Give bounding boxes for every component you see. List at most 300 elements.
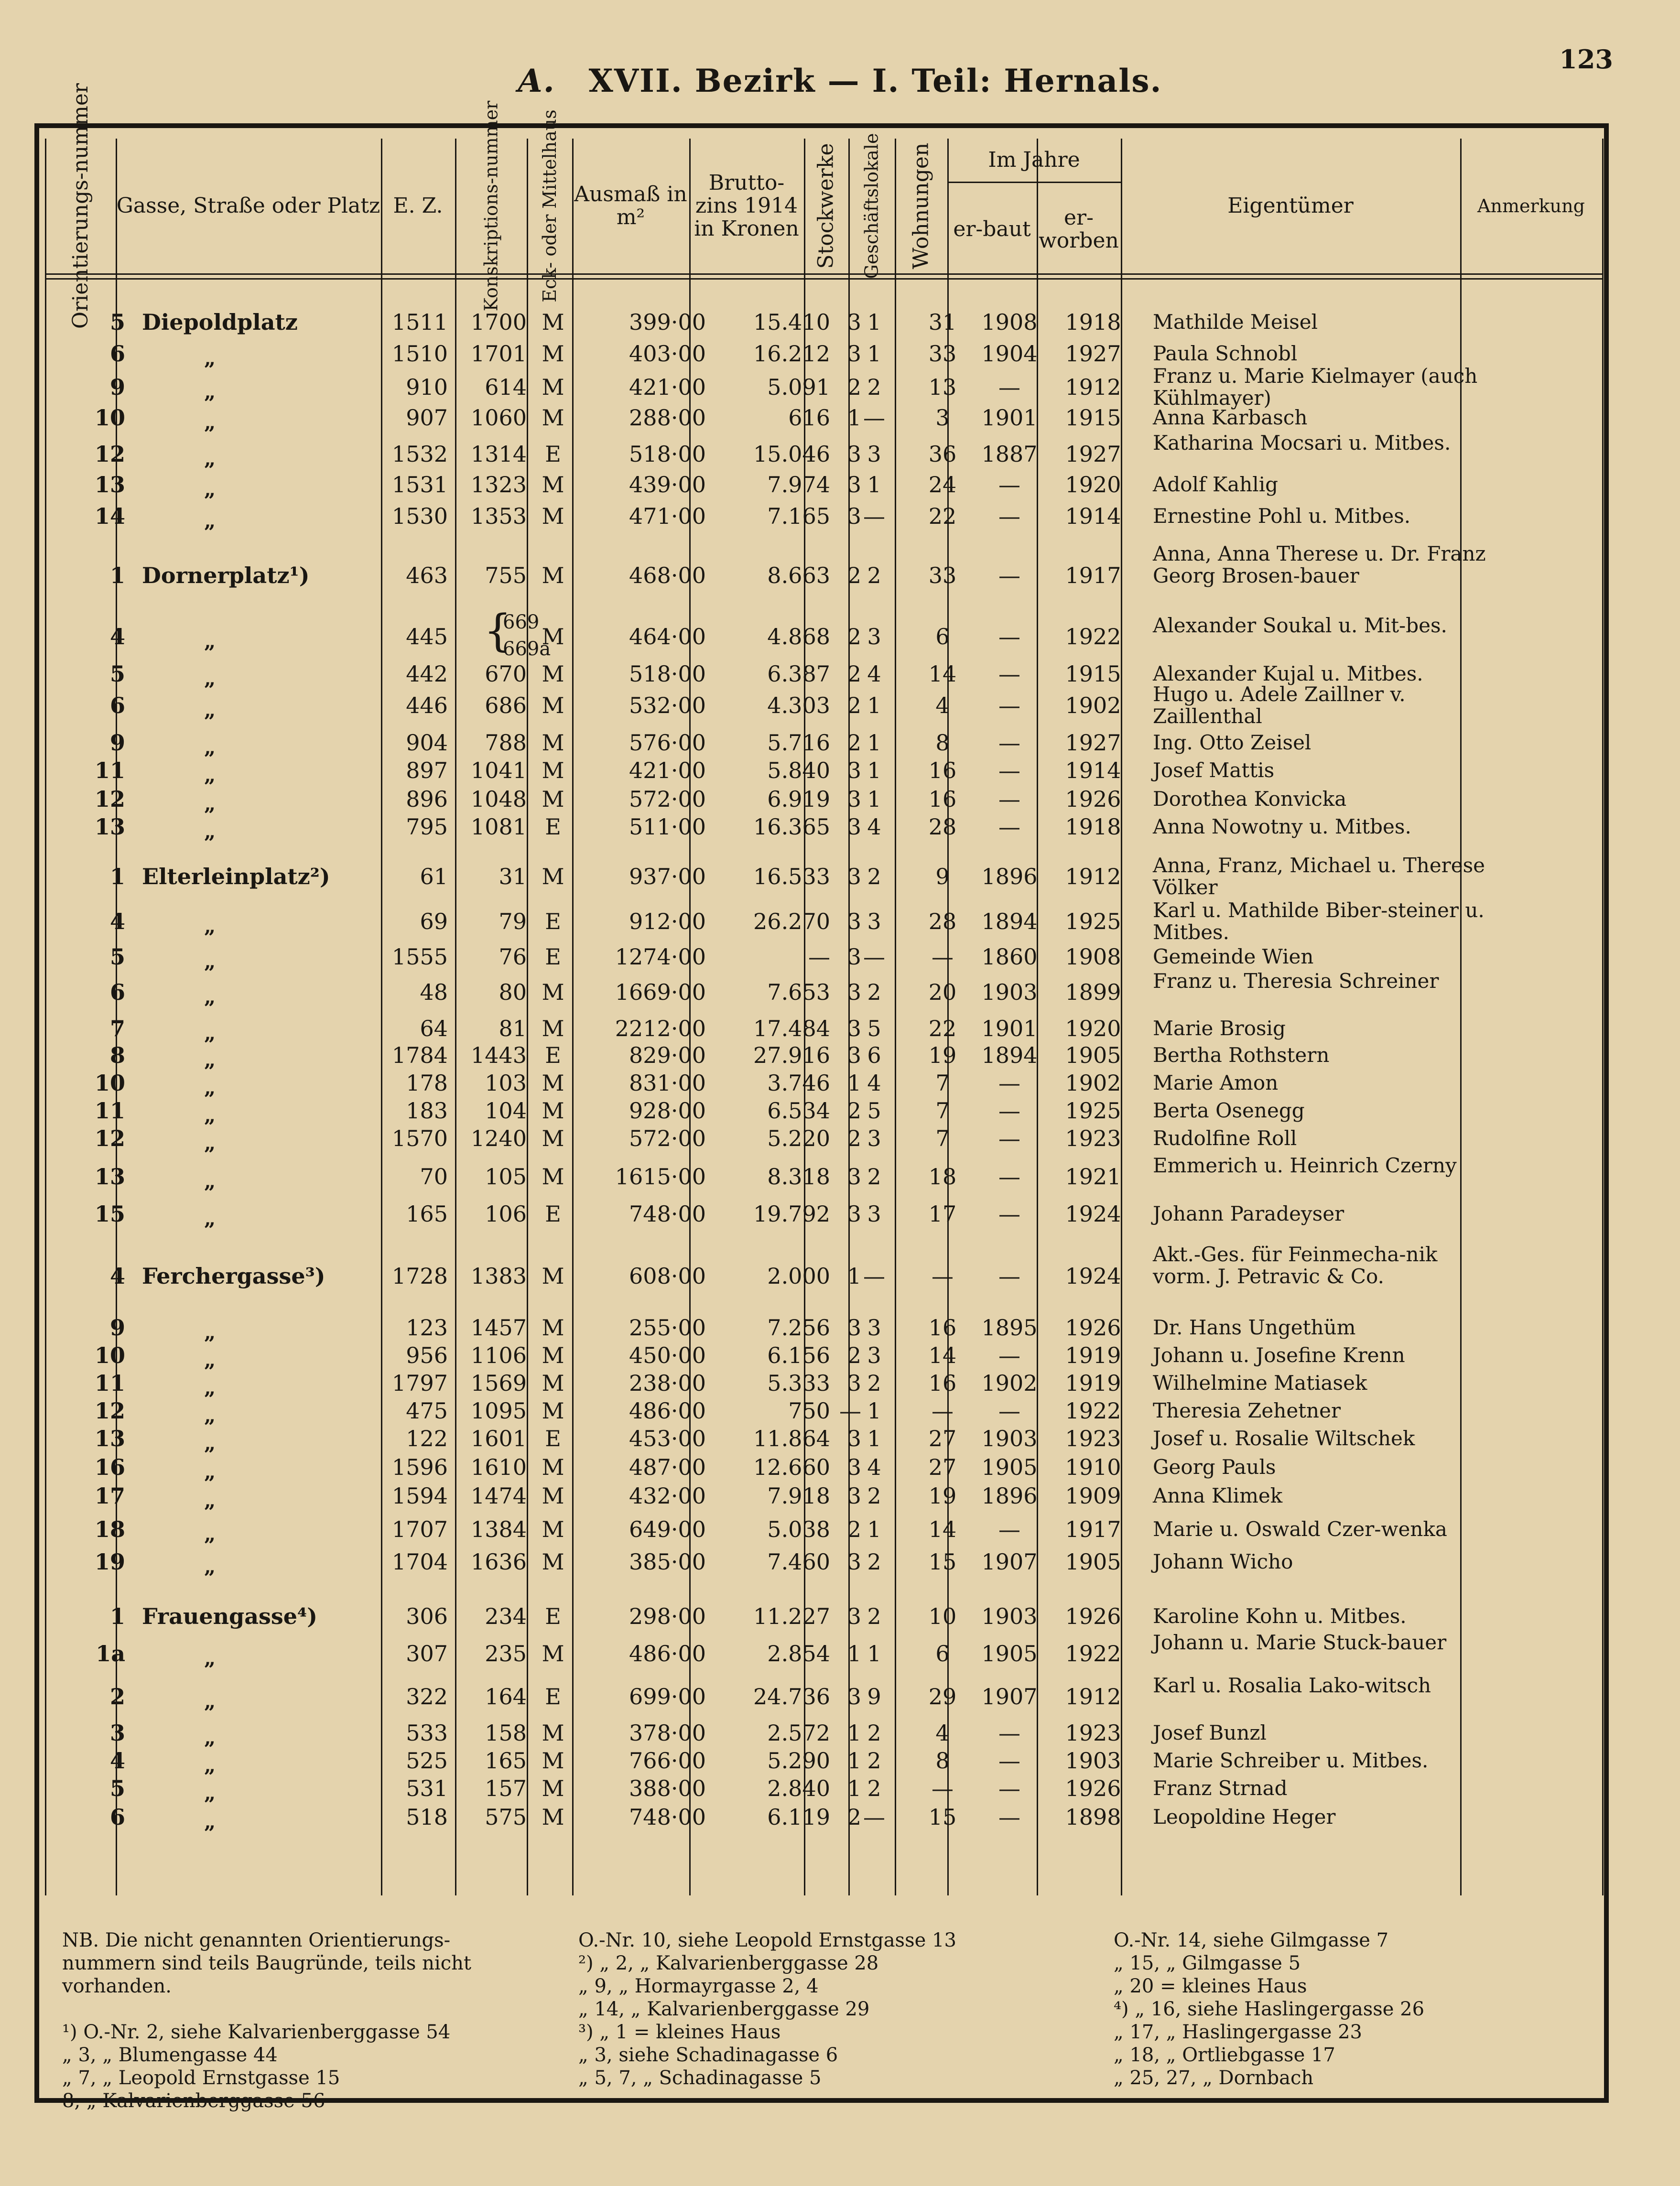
cell-street: „ xyxy=(204,1076,216,1099)
cell-nr: 6 xyxy=(109,1804,125,1830)
cell-erb: 1907 xyxy=(981,1684,1038,1710)
cell-st: 3 xyxy=(847,309,861,335)
table-row xyxy=(39,340,1604,370)
cell-aus: 511·00 xyxy=(629,814,706,840)
cell-ez: 1511 xyxy=(391,309,448,335)
cell-eig: Johann u. Marie Stuck-bauer xyxy=(1153,1631,1447,1654)
cell-erb: 1902 xyxy=(981,1370,1038,1396)
footnote-line: „ 9, „ Hormayrgasse 2, 4 xyxy=(578,1975,819,1997)
cell-wo: 22 xyxy=(928,503,957,529)
cell-wo: 19 xyxy=(928,1042,957,1068)
cell-aus: 468·00 xyxy=(629,563,706,588)
cell-em: E xyxy=(545,944,561,970)
cell-aus: 464·00 xyxy=(629,624,706,649)
cell-em: M xyxy=(542,730,564,756)
cell-em: M xyxy=(542,1720,564,1746)
cell-br: 5.038 xyxy=(767,1516,830,1542)
cell-br: 8.318 xyxy=(767,1164,830,1190)
cell-aus: 1615·00 xyxy=(615,1164,706,1190)
cell-street: „ xyxy=(204,667,216,690)
cell-street: „ xyxy=(204,1131,216,1155)
cell-st: 1 xyxy=(847,1748,861,1774)
cell-street: „ xyxy=(204,629,216,653)
cell-wo: 7 xyxy=(935,1070,950,1096)
cell-kn: 614 xyxy=(485,374,527,400)
cell-ez: 463 xyxy=(406,563,448,588)
cell-ez: 910 xyxy=(406,374,448,400)
cell-eig: Paula Schnobl xyxy=(1153,342,1298,365)
table-row xyxy=(39,1483,1604,1512)
cell-st: 1 xyxy=(847,1641,861,1667)
title-text: XVII. Bezirk — I. Teil: Hernals. xyxy=(588,62,1162,99)
cell-em: M xyxy=(542,1098,564,1124)
cell-kn: 1048 xyxy=(470,786,527,812)
cell-erb: — xyxy=(998,1164,1020,1190)
cell-ge: 5 xyxy=(867,1016,881,1041)
cell-wo: 9 xyxy=(935,864,950,889)
header-stockwerke: Stockwerke xyxy=(813,143,838,269)
cell-ez: 525 xyxy=(406,1748,448,1774)
table-row xyxy=(39,1425,1604,1455)
cell-kn: 234 xyxy=(485,1603,527,1629)
cell-st: 3 xyxy=(847,1426,861,1451)
footnotes-column-1 xyxy=(62,1929,550,2112)
cell-erw: 1924 xyxy=(1065,1263,1121,1289)
cell-br: 26.270 xyxy=(753,909,830,934)
cell-br: 27.916 xyxy=(753,1042,830,1068)
cell-nr: 9 xyxy=(109,1315,125,1341)
cell-aus: 766·00 xyxy=(629,1748,706,1774)
cell-aus: 421·00 xyxy=(629,758,706,783)
cell-eig: Marie Amon xyxy=(1153,1071,1279,1094)
cell-eig: Josef Mattis xyxy=(1153,758,1275,782)
konskriptionsnummer-b: 669a xyxy=(503,638,551,660)
cell-br: 4.868 xyxy=(767,624,830,649)
cell-kn: 106 xyxy=(485,1201,527,1227)
cell-eig: Katharina Mocsari u. Mitbes. xyxy=(1153,431,1451,455)
cell-ez: 70 xyxy=(420,1164,448,1190)
cell-erb: 1908 xyxy=(981,309,1038,335)
footnote-line: O.-Nr. 10, siehe Leopold Ernstgasse 13 xyxy=(578,1929,956,1951)
header-anmerkung: Anmerkung xyxy=(1477,195,1585,216)
table-row xyxy=(39,471,1604,501)
cell-nr: 4 xyxy=(109,1263,125,1289)
cell-kn: 76 xyxy=(499,944,527,970)
header-im-jahre: Im Jahre xyxy=(988,148,1080,172)
cell-nr: 7 xyxy=(109,1016,125,1041)
cell-st: 3 xyxy=(847,503,861,529)
table-row xyxy=(39,1631,1604,1670)
footnote-line: „ 25, 27, „ Dornbach xyxy=(1114,2067,1314,2089)
cell-street: „ xyxy=(204,1431,216,1455)
cell-br: 7.653 xyxy=(767,979,830,1005)
cell-erb: — xyxy=(998,1098,1020,1124)
cell-br: 7.256 xyxy=(767,1315,830,1341)
footnote-line: „ 18, „ Ortliebgasse 17 xyxy=(1114,2044,1335,2066)
cell-st: 3 xyxy=(847,1684,861,1710)
table-row xyxy=(39,943,1604,973)
cell-ge: 2 xyxy=(867,979,881,1005)
table-row xyxy=(39,1674,1604,1713)
table-row xyxy=(39,1243,1604,1289)
cell-br: 6.919 xyxy=(767,786,830,812)
cell-street: „ xyxy=(204,1489,216,1512)
table-row xyxy=(39,786,1604,815)
cell-street: „ xyxy=(204,509,216,532)
cell-br: 16.533 xyxy=(753,864,830,889)
footnote-line: ³) „ 1 = kleines Haus xyxy=(578,2021,781,2043)
cell-st: 2 xyxy=(847,374,861,400)
cell-aus: 453·00 xyxy=(629,1426,706,1451)
cell-br: 5.333 xyxy=(767,1370,830,1396)
table-row xyxy=(39,1370,1604,1399)
cell-nr: 11 xyxy=(94,758,125,783)
table-row xyxy=(39,1342,1604,1372)
cell-aus: 518·00 xyxy=(629,441,706,467)
cell-st: 2 xyxy=(847,693,861,718)
cell-street: „ xyxy=(204,1810,216,1833)
cell-street: Diepoldplatz xyxy=(142,309,298,335)
cell-ez: 1530 xyxy=(391,503,448,529)
cell-erb: — xyxy=(998,1398,1020,1424)
cell-st: 3 xyxy=(847,909,861,934)
footnote-line: „ 5, 7, „ Schadinagasse 5 xyxy=(578,2067,822,2089)
cell-em: E xyxy=(545,1684,561,1710)
footnotes-column-3 xyxy=(1114,1929,1611,2089)
cell-street: „ xyxy=(204,985,216,1008)
table-row xyxy=(39,1097,1604,1127)
cell-nr: 13 xyxy=(94,472,125,498)
cell-ez: 48 xyxy=(420,979,448,1005)
cell-ez: 1784 xyxy=(391,1042,448,1068)
cell-erw: 1927 xyxy=(1065,341,1121,367)
cell-em: E xyxy=(545,1201,561,1227)
cell-erw: 1909 xyxy=(1065,1483,1121,1509)
cell-nr: 5 xyxy=(109,309,125,335)
cell-erw: 1917 xyxy=(1065,1516,1121,1542)
cell-ge: 9 xyxy=(867,1684,881,1710)
cell-nr: 12 xyxy=(94,1125,125,1151)
cell-eig: Ing. Otto Zeisel xyxy=(1153,731,1311,754)
cell-street: „ xyxy=(204,1555,216,1578)
cell-ez: 1707 xyxy=(391,1516,448,1542)
cell-kn: 1443 xyxy=(470,1042,527,1068)
cell-kn: 1384 xyxy=(470,1516,527,1542)
cell-erb: — xyxy=(998,1804,1020,1830)
cell-kn: 81 xyxy=(499,1016,527,1041)
cell-nr: 9 xyxy=(109,374,125,400)
cell-kn: 788 xyxy=(485,730,527,756)
cell-erb: 1887 xyxy=(981,441,1038,467)
cell-ez: 122 xyxy=(406,1426,448,1451)
cell-eig: Ernestine Pohl u. Mitbes. xyxy=(1153,504,1411,528)
cell-eig: Marie Brosig xyxy=(1153,1017,1286,1040)
cell-em: M xyxy=(542,374,564,400)
cell-ge: 2 xyxy=(867,563,881,588)
cell-street: Frauengasse⁴) xyxy=(142,1603,317,1629)
cell-street: „ xyxy=(204,1404,216,1427)
cell-nr: 5 xyxy=(109,944,125,970)
cell-aus: 831·00 xyxy=(629,1070,706,1096)
cell-st: 3 xyxy=(847,979,861,1005)
cell-em: M xyxy=(542,864,564,889)
cell-nr: 6 xyxy=(109,979,125,1005)
cell-kn: 670 xyxy=(485,661,527,687)
cell-erb: — xyxy=(998,1342,1020,1368)
cell-st: 2 xyxy=(847,624,861,649)
cell-wo: 7 xyxy=(935,1125,950,1151)
cell-street: „ xyxy=(204,1460,216,1483)
cell-ez: 1570 xyxy=(391,1125,448,1151)
footnote-line: NB. Die nicht genannten Orientierungs- xyxy=(62,1929,451,1951)
cell-ge: 1 xyxy=(867,730,881,756)
cell-ez: 183 xyxy=(406,1098,448,1124)
cell-aus: 572·00 xyxy=(629,1125,706,1151)
cell-erb: — xyxy=(998,624,1020,649)
footnote-line: „ 15, „ Gilmgasse 5 xyxy=(1114,1952,1301,1974)
cell-em: M xyxy=(542,1016,564,1041)
cell-br: 5.840 xyxy=(767,758,830,783)
cell-aus: 388·00 xyxy=(629,1775,706,1801)
cell-ge: — xyxy=(863,944,885,970)
cell-kn: 80 xyxy=(499,979,527,1005)
cell-erb: — xyxy=(998,472,1020,498)
cell-eig: Karl u. Mathilde Biber-steiner u. Mitbes. xyxy=(1153,898,1485,944)
cell-br: 6.534 xyxy=(767,1098,830,1124)
cell-eig: Akt.-Ges. für Feinmecha-nik vorm. J. Petravic & Co. xyxy=(1153,1243,1438,1288)
cell-erw: 1922 xyxy=(1065,1398,1121,1424)
cell-eig: Theresia Zehetner xyxy=(1153,1399,1341,1422)
cell-ez: 307 xyxy=(406,1641,448,1667)
cell-ez: 1596 xyxy=(391,1454,448,1480)
cell-ez: 445 xyxy=(406,624,448,649)
cell-br: 17.484 xyxy=(753,1016,830,1041)
cell-wo: 28 xyxy=(928,814,957,840)
cell-br: 7.460 xyxy=(767,1549,830,1575)
cell-aus: 2212·00 xyxy=(615,1016,706,1041)
cell-em: M xyxy=(542,503,564,529)
cell-kn: 1383 xyxy=(470,1263,527,1289)
cell-ge: 2 xyxy=(867,1483,881,1509)
table-row xyxy=(39,1804,1604,1833)
cell-ge: 2 xyxy=(867,1603,881,1629)
cell-wo: 6 xyxy=(935,624,950,649)
cell-aus: 385·00 xyxy=(629,1549,706,1575)
cell-ge: 1 xyxy=(867,472,881,498)
cell-ge: — xyxy=(863,503,885,529)
cell-ez: 518 xyxy=(406,1804,448,1830)
cell-em: M xyxy=(542,1315,564,1341)
cell-ez: 1797 xyxy=(391,1370,448,1396)
cell-st: 3 xyxy=(847,1315,861,1341)
table-row xyxy=(39,898,1604,944)
cell-nr: 13 xyxy=(94,1426,125,1451)
cell-kn: 1569 xyxy=(470,1370,527,1396)
cell-aus: 486·00 xyxy=(629,1398,706,1424)
cell-br: 6.156 xyxy=(767,1342,830,1368)
table-row xyxy=(39,605,1604,660)
cell-nr: 12 xyxy=(94,1398,125,1424)
cell-st: 1 xyxy=(847,1070,861,1096)
cell-erb: — xyxy=(998,1775,1020,1801)
cell-aus: 403·00 xyxy=(629,341,706,367)
cell-erb: — xyxy=(998,503,1020,529)
cell-em: M xyxy=(542,693,564,718)
table-row xyxy=(39,1314,1604,1344)
cell-erb: 1860 xyxy=(981,944,1038,970)
cell-ge: 1 xyxy=(867,1426,881,1451)
cell-em: E xyxy=(545,1603,561,1629)
cell-em: M xyxy=(542,405,564,431)
cell-st: 3 xyxy=(847,341,861,367)
cell-erw: 1902 xyxy=(1065,1070,1121,1096)
cell-eig: Adolf Kahlig xyxy=(1153,473,1279,496)
cell-erw: 1925 xyxy=(1065,909,1121,934)
cell-eig: Alexander Kujal u. Mitbes. xyxy=(1153,662,1423,685)
cell-br: 16.365 xyxy=(753,814,830,840)
cell-erb: — xyxy=(998,1201,1020,1227)
cell-ge: 1 xyxy=(867,758,881,783)
cell-kn: 1060 xyxy=(470,405,527,431)
footnote-line: 8, „ Kalvarienberggasse 56 xyxy=(62,2090,325,2112)
cell-erb: 1894 xyxy=(981,1042,1038,1068)
cell-erw: 1926 xyxy=(1065,1775,1121,1801)
cell-erw: 1918 xyxy=(1065,814,1121,840)
header-wohnungen: Wohnungen xyxy=(909,142,933,270)
cell-st: 1 xyxy=(847,1775,861,1801)
cell-em: M xyxy=(542,1804,564,1830)
cell-em: M xyxy=(542,1070,564,1096)
cell-nr: 6 xyxy=(109,341,125,367)
cell-street: „ xyxy=(204,1376,216,1399)
footnote-line: „ 20 = kleines Haus xyxy=(1114,1975,1307,1997)
cell-eig: Anna, Franz, Michael u. Therese Völker xyxy=(1153,854,1485,899)
cell-street: „ xyxy=(204,698,216,722)
cell-erw: 1927 xyxy=(1065,730,1121,756)
cell-eig: Anna Karbasch xyxy=(1153,406,1308,429)
cell-em: E xyxy=(545,1426,561,1451)
cell-kn: 158 xyxy=(485,1720,527,1746)
cell-ge: 1 xyxy=(867,309,881,335)
cell-street: „ xyxy=(204,1689,216,1713)
table-row xyxy=(39,364,1604,410)
cell-erb: — xyxy=(998,1263,1020,1289)
header-konskriptionsnummer: Konskriptions-nummer xyxy=(480,100,501,312)
cell-erw: 1922 xyxy=(1065,624,1121,649)
cell-street: „ xyxy=(204,1726,216,1749)
cell-wo: 14 xyxy=(928,1516,957,1542)
cell-ge: 3 xyxy=(867,1201,881,1227)
cell-em: M xyxy=(542,563,564,588)
header-bruttozins: Brutto-zins 1914 in Kronen xyxy=(694,171,799,241)
cell-em: M xyxy=(542,309,564,335)
cell-eig: Josef u. Rosalie Wiltschek xyxy=(1153,1427,1415,1450)
cell-em: M xyxy=(542,1483,564,1509)
cell-erb: 1894 xyxy=(981,909,1038,934)
cell-wo: 24 xyxy=(928,472,957,498)
cell-ez: 956 xyxy=(406,1342,448,1368)
cell-st: 3 xyxy=(847,814,861,840)
cell-ez: 897 xyxy=(406,758,448,783)
page-title xyxy=(0,62,1680,99)
cell-br: 11.227 xyxy=(753,1603,830,1629)
header-orientierungsnummer: Orientierungs-nummer xyxy=(68,83,93,329)
cell-wo: 15 xyxy=(928,1549,957,1575)
cell-st: 3 xyxy=(847,1201,861,1227)
cell-erb: 1896 xyxy=(981,1483,1038,1509)
cell-kn: 1240 xyxy=(470,1125,527,1151)
cell-br: 3.746 xyxy=(767,1070,830,1096)
cell-kn: 686 xyxy=(485,693,527,718)
cell-kn: 1314 xyxy=(470,441,527,467)
cell-aus: 518·00 xyxy=(629,661,706,687)
cell-em: M xyxy=(542,979,564,1005)
cell-aus: 608·00 xyxy=(629,1263,706,1289)
cell-eig: Karoline Kohn u. Mitbes. xyxy=(1153,1604,1407,1628)
cell-ez: 61 xyxy=(420,864,448,889)
cell-ez: 904 xyxy=(406,730,448,756)
cell-st: 3 xyxy=(847,1042,861,1068)
cell-erw: 1910 xyxy=(1065,1454,1121,1480)
cell-eig: Dr. Hans Ungethüm xyxy=(1153,1316,1356,1339)
cell-aus: 238·00 xyxy=(629,1370,706,1396)
cell-em: M xyxy=(542,1398,564,1424)
cell-eig: Rudolfine Roll xyxy=(1153,1126,1297,1150)
cell-erb: — xyxy=(998,1070,1020,1096)
cell-erw: 1921 xyxy=(1065,1164,1121,1190)
cell-nr: 15 xyxy=(94,1201,125,1227)
cell-br: 6.119 xyxy=(767,1804,830,1830)
cell-ge: 3 xyxy=(867,441,881,467)
cell-br: 7.165 xyxy=(767,503,830,529)
cell-aus: 912·00 xyxy=(629,909,706,934)
table-row xyxy=(39,969,1604,1008)
cell-street: „ xyxy=(204,820,216,843)
cell-kn: 165 xyxy=(485,1748,527,1774)
table-row xyxy=(39,503,1604,530)
table-row xyxy=(39,1397,1604,1427)
cell-ge: 2 xyxy=(867,1748,881,1774)
cell-erw: 1922 xyxy=(1065,1641,1121,1667)
cell-kn: 105 xyxy=(485,1164,527,1190)
cell-wo: 16 xyxy=(928,1315,957,1341)
cell-erb: 1901 xyxy=(981,405,1038,431)
cell-erb: 1904 xyxy=(981,341,1038,367)
cell-st: 3 xyxy=(847,864,861,889)
cell-erb: — xyxy=(998,1720,1020,1746)
cell-ge: 1 xyxy=(867,786,881,812)
cell-ge: 3 xyxy=(867,1125,881,1151)
cell-kn: 1081 xyxy=(470,814,527,840)
cell-erb: 1896 xyxy=(981,864,1038,889)
cell-ez: 896 xyxy=(406,786,448,812)
cell-aus: 486·00 xyxy=(629,1641,706,1667)
table-row xyxy=(39,757,1604,787)
cell-kn: 1353 xyxy=(470,503,527,529)
cell-erw: 1924 xyxy=(1065,1201,1121,1227)
footnote-line: „ 7, „ Leopold Ernstgasse 15 xyxy=(62,2067,340,2089)
cell-aus: 298·00 xyxy=(629,1603,706,1629)
cell-st: 1 xyxy=(847,1263,861,1289)
cell-wo: 16 xyxy=(928,1370,957,1396)
cell-em: M xyxy=(542,1516,564,1542)
cell-erw: 1908 xyxy=(1065,944,1121,970)
cell-erb: 1903 xyxy=(981,979,1038,1005)
cell-nr: 10 xyxy=(94,405,125,431)
cell-wo: 28 xyxy=(928,909,957,934)
footnote-line: ¹) O.-Nr. 2, siehe Kalvarienberggasse 54 xyxy=(62,2021,451,2043)
table-row xyxy=(39,729,1604,759)
